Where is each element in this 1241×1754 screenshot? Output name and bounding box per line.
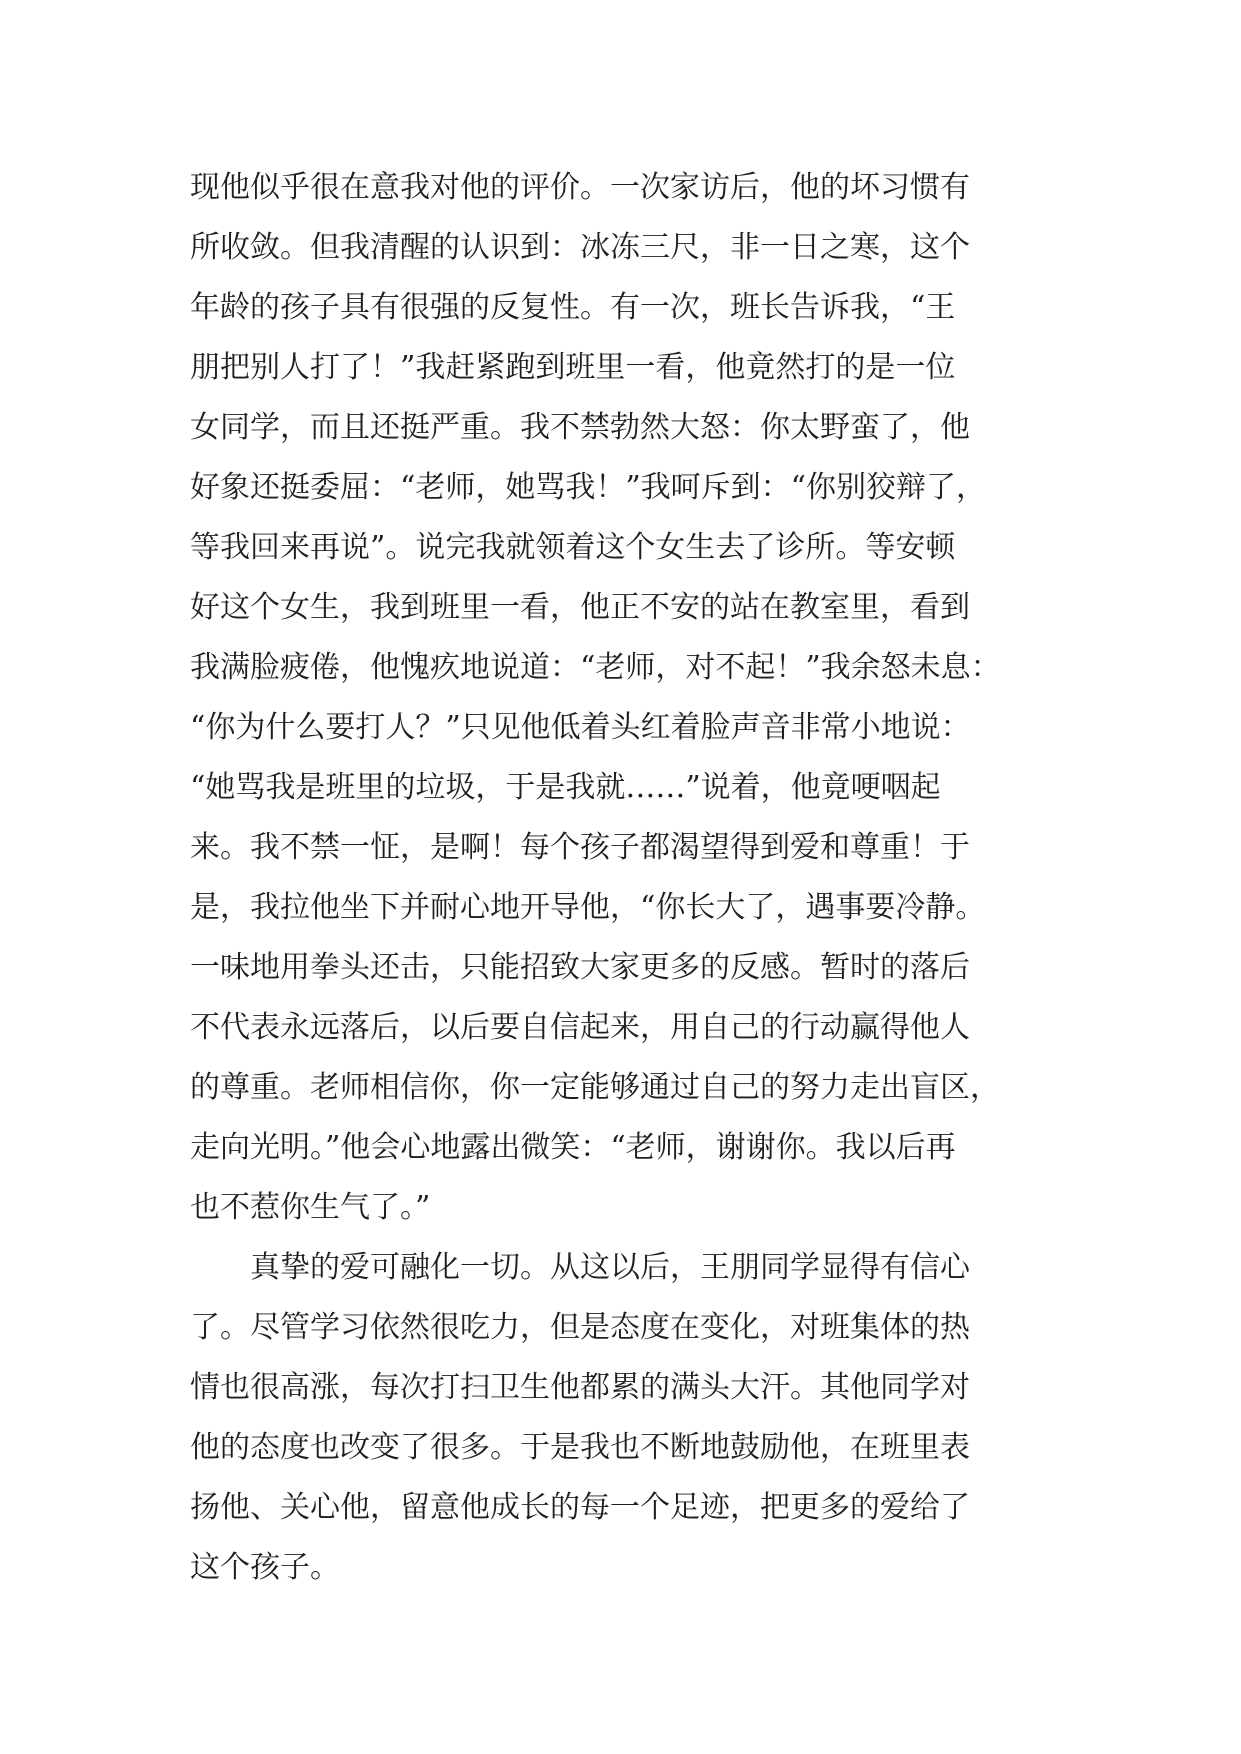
text-line: 一味地用拳头还击，只能招致大家更多的反感。暂时的落后 xyxy=(190,950,970,985)
text-line: 真挚的爱可融化一切。从这以后，王朋同学显得有信心 xyxy=(190,1250,970,1285)
text-line: 我满脸疲倦，他愧疚地说道：“老师，对不起！”我余怒未息： xyxy=(190,650,1001,685)
text-line: 好象还挺委屈：“老师，她骂我！”我呵斥到：“你别狡辩了， xyxy=(190,470,987,505)
text-line: 年龄的孩子具有很强的反复性。有一次，班长告诉我，“王 xyxy=(190,290,956,325)
text-line: 他的态度也改变了很多。于是我也不断地鼓励他，在班里表 xyxy=(190,1430,970,1465)
text-line: 走向光明。”他会心地露出微笑：“老师，谢谢你。我以后再 xyxy=(190,1130,956,1165)
document-body xyxy=(190,158,1090,1598)
text-line: 也不惹你生气了。” xyxy=(190,1190,431,1225)
text-line: 好这个女生，我到班里一看，他正不安的站在教室里，看到 xyxy=(190,590,970,625)
text-line: 不代表永远落后，以后要自信起来，用自己的行动赢得他人 xyxy=(190,1010,970,1045)
text-line: 女同学，而且还挺严重。我不禁勃然大怒：你太野蛮了，他 xyxy=(190,410,970,445)
text-line: 现他似乎很在意我对他的评价。一次家访后，他的坏习惯有 xyxy=(190,170,970,205)
text-line: “你为什么要打人？”只见他低着头红着脸声音非常小地说： xyxy=(190,710,971,745)
text-line: 是，我拉他坐下并耐心地开导他，“你长大了，遇事要冷静。 xyxy=(190,890,986,925)
text-line: 的尊重。老师相信你，你一定能够通过自己的努力走出盲区， xyxy=(190,1070,1000,1105)
text-line: 扬他、关心他，留意他成长的每一个足迹，把更多的爱给了 xyxy=(190,1490,970,1525)
text-line: 等我回来再说”。说完我就领着这个女生去了诊所。等安顿 xyxy=(190,530,956,565)
text-line: 这个孩子。 xyxy=(190,1550,340,1585)
text-line: “她骂我是班里的垃圾，于是我就……”说着，他竟哽咽起 xyxy=(190,770,941,805)
text-line: 了。尽管学习依然很吃力，但是态度在变化，对班集体的热 xyxy=(190,1310,970,1345)
text-line: 朋把别人打了！”我赶紧跑到班里一看，他竟然打的是一位 xyxy=(190,350,956,385)
text-line: 来。我不禁一怔，是啊！每个孩子都渴望得到爱和尊重！于 xyxy=(190,830,970,865)
text-line: 情也很高涨，每次打扫卫生他都累的满头大汗。其他同学对 xyxy=(190,1370,970,1405)
text-line: 所收敛。但我清醒的认识到：冰冻三尺，非一日之寒，这个 xyxy=(190,230,970,265)
